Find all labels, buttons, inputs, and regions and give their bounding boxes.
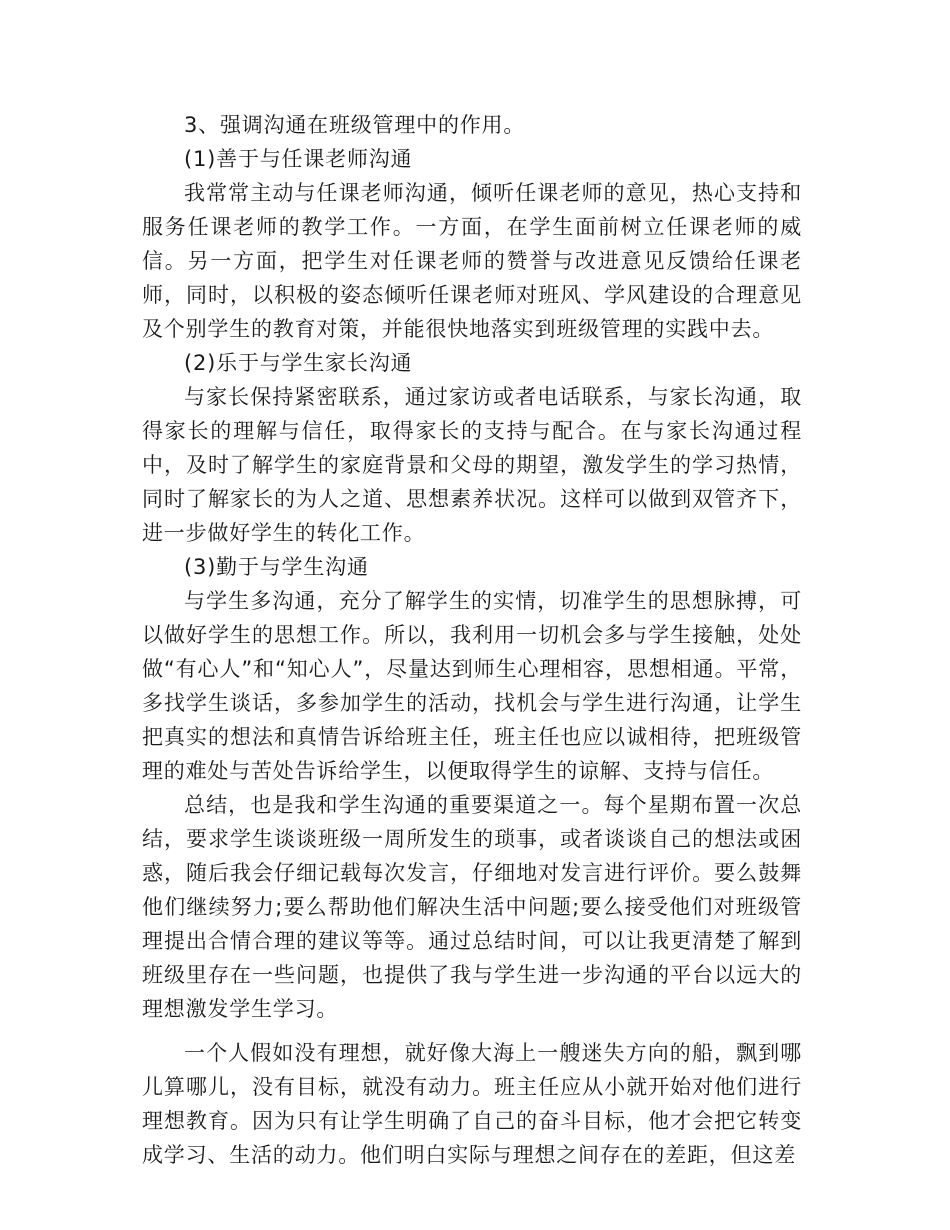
paragraph-students: 与学生多沟通，充分了解学生的实情，切准学生的思想脉搏，可以做好学生的思想工作。所以，我利用一切机会多与学生接触，处处做“有心人”和“知心人”，尽量达到师生心理相容，思想相通。平常，多找学生谈话，多参加学生的活动，找机会与学生进行沟通，让学生把真实的想法和真情告诉给班主任，班主任也应以诚相待，把班级管理的难处与苦处告诉给学生，以便取得学生的谅解、支持与信任。 (142, 589, 802, 783)
subheading-students: (3)勤于与学生沟通 (184, 555, 369, 579)
document-page (142, 108, 802, 1230)
paragraph-ideals: 一个人假如没有理想，就好像大海上一艘迷失方向的船，飘到哪儿算哪儿，没有目标，就没有动力。班主任应从小就开始对他们进行理想教育。因为只有让学生明确了自己的奋斗目标，他才会把它转变成学习、生活的动力。他们明白实际与理想之间存在的差距，但这差 (142, 1041, 802, 1167)
paragraph-summary: 总结，也是我和学生沟通的重要渠道之一。每个星期布置一次总结，要求学生谈谈班级一周所发生的琐事，或者谈谈自己的想法或困惑，随后我会仔细记载每次发言，仔细地对发言进行评价。要么鼓舞他们继续努力;要么帮助他们解决生活中问题;要么接受他们对班级管理提出合情合理的建议等等。通过总结时间，可以让我更清楚了解到班级里存在一些问题，也提供了我与学生进一步沟通的平台以远大的理想激发学生学习。 (142, 793, 802, 1021)
subheading-teachers: (1)善于与任课老师沟通 (184, 147, 413, 171)
paragraph-parents: 与家长保持紧密联系，通过家访或者电话联系，与家长沟通，取得家长的理解与信任，取得家长的支持与配合。在与家长沟通过程中，及时了解学生的家庭背景和父母的期望，激发学生的学习热情，同时了解家长的为人之道、思想素养状况。这样可以做到双管齐下，进一步做好学生的转化工作。 (142, 385, 802, 545)
section-heading: 3、强调沟通在班级管理中的作用。 (184, 113, 526, 137)
subheading-parents: (2)乐于与学生家长沟通 (184, 351, 413, 375)
paragraph-teachers: 我常常主动与任课老师沟通，倾听任课老师的意见，热心支持和服务任课老师的教学工作。一方面，在学生面前树立任课老师的威信。另一方面，把学生对任课老师的赞誉与改进意见反馈给任课老师，同时，以积极的姿态倾听任课老师对班风、学风建设的合理意见及个别学生的教育对策，并能很快地落实到班级管理的实践中去。 (142, 181, 802, 341)
